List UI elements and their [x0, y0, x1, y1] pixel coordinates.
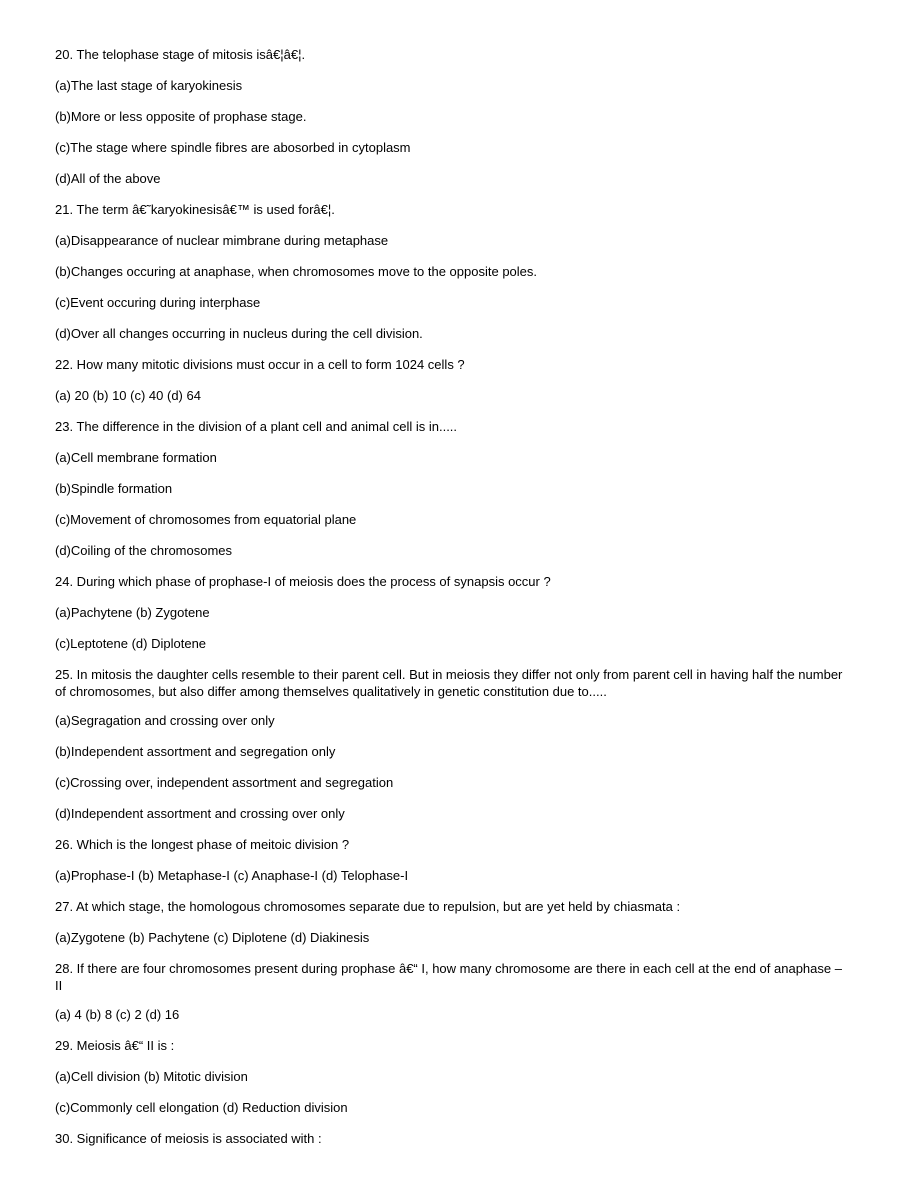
options-24cd: (c)Leptotene (d) Diplotene [55, 636, 207, 651]
question-23: 23. The difference in the division of a plant cell and animal cell is in..... [55, 419, 458, 434]
options-22: (a) 20 (b) 10 (c) 40 (d) 64 [55, 388, 201, 403]
question-26: 26. Which is the longest phase of meitoic division ? [55, 837, 350, 852]
option-20c: (c)The stage where spindle fibres are abosorbed in cytoplasm [55, 140, 411, 155]
option-20d: (d)All of the above [55, 171, 161, 186]
option-23b: (b)Spindle formation [55, 481, 173, 496]
question-28: 28. If there are four chromosomes present during prophase â€“ I, how many chromosome are there in each cell at the end of anaphase – II [55, 961, 842, 993]
options-27: (a)Zygotene (b) Pachytene (c) Diplotene (d) Diakinesis [55, 930, 370, 945]
option-23d: (d)Coiling of the chromosomes [55, 543, 233, 558]
question-29: 29. Meiosis â€“ II is : [55, 1038, 175, 1053]
options-29ab: (a)Cell division (b) Mitotic division [55, 1069, 248, 1084]
option-25b: (b)Independent assortment and segregation only [55, 744, 336, 759]
question-20: 20. The telophase stage of mitosis isâ€¦â€¦. [55, 47, 306, 62]
option-23c: (c)Movement of chromosomes from equatorial plane [55, 512, 357, 527]
option-20b: (b)More or less opposite of prophase stage. [55, 109, 307, 124]
options-28: (a) 4 (b) 8 (c) 2 (d) 16 [55, 1007, 180, 1022]
document-page [55, 47, 845, 1162]
question-24: 24. During which phase of prophase-I of meiosis does the process of synapsis occur ? [55, 574, 551, 589]
question-30: 30. Significance of meiosis is associated with : [55, 1131, 322, 1146]
options-29cd: (c)Commonly cell elongation (d) Reduction division [55, 1100, 348, 1115]
question-21: 21. The term â€˜karyokinesisâ€™ is used forâ€¦. [55, 202, 335, 217]
option-25c: (c)Crossing over, independent assortment and segregation [55, 775, 394, 790]
option-21d: (d)Over all changes occurring in nucleus during the cell division. [55, 326, 423, 341]
option-25a: (a)Segragation and crossing over only [55, 713, 275, 728]
question-25: 25. In mitosis the daughter cells resemble to their parent cell. But in meiosis they differ not only from parent cell in having half the number of chromosomes, but also differ among themselves qualitatively in genetic constitution due to..... [55, 667, 843, 699]
question-22: 22. How many mitotic divisions must occur in a cell to form 1024 cells ? [55, 357, 465, 372]
options-24ab: (a)Pachytene (b) Zygotene [55, 605, 210, 620]
question-27: 27. At which stage, the homologous chromosomes separate due to repulsion, but are yet held by chiasmata : [55, 899, 681, 914]
option-21c: (c)Event occuring during interphase [55, 295, 261, 310]
option-21b: (b)Changes occuring at anaphase, when chromosomes move to the opposite poles. [55, 264, 538, 279]
option-23a: (a)Cell membrane formation [55, 450, 217, 465]
options-26: (a)Prophase-I (b) Metaphase-I (c) Anaphase-I (d) Telophase-I [55, 868, 409, 883]
option-25d: (d)Independent assortment and crossing over only [55, 806, 345, 821]
option-21a: (a)Disappearance of nuclear mimbrane during metaphase [55, 233, 389, 248]
option-20a: (a)The last stage of karyokinesis [55, 78, 243, 93]
